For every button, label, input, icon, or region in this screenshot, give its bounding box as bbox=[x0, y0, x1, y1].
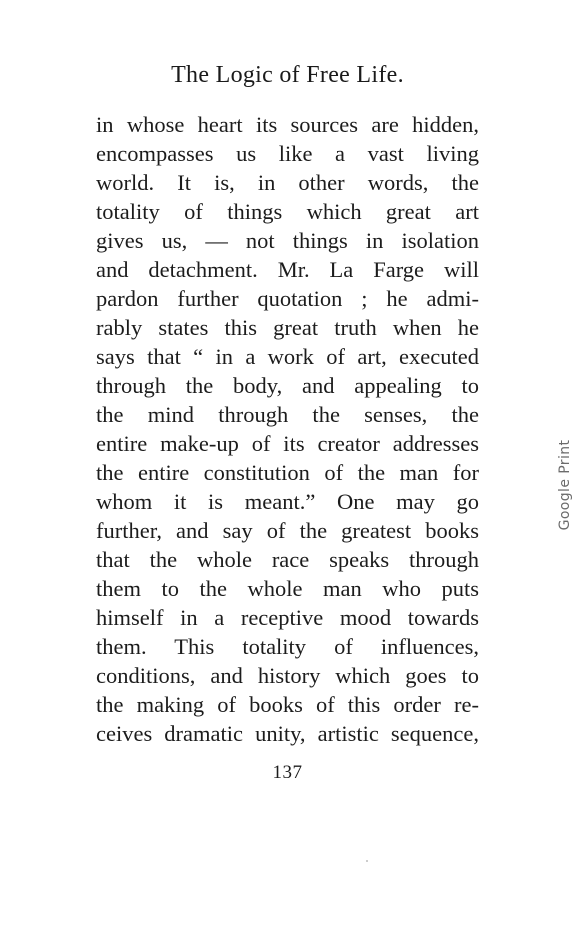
text-line: pardon further quotation ; he admi- bbox=[96, 286, 479, 311]
text-line: further, and say of the greatest books bbox=[96, 518, 479, 543]
text-line: them. This totality of influences, bbox=[96, 634, 479, 659]
text-line: ceives dramatic unity, artistic sequence, bbox=[96, 721, 479, 746]
paper-speck bbox=[366, 860, 368, 862]
text-line: whom it is meant.” One may go bbox=[96, 489, 479, 514]
text-line: totality of things which great art bbox=[96, 199, 479, 224]
text-line: says that “ in a work of art, executed bbox=[96, 344, 479, 369]
text-line: entire make-up of its creator addresses bbox=[96, 431, 479, 456]
text-line: the mind through the senses, the bbox=[96, 402, 479, 427]
text-line: gives us, — not things in isolation bbox=[96, 228, 479, 253]
text-line: the making of books of this order re- bbox=[96, 692, 479, 717]
text-line: world. It is, in other words, the bbox=[96, 170, 479, 195]
text-line: the entire constitution of the man for bbox=[96, 460, 479, 485]
text-line: himself in a receptive mood towards bbox=[96, 605, 479, 630]
watermark-text: Google Print bbox=[557, 439, 573, 531]
google-print-watermark bbox=[553, 425, 575, 545]
body-text bbox=[96, 110, 479, 748]
text-line: in whose heart its sources are hidden, bbox=[96, 112, 479, 137]
text-line: conditions, and history which goes to bbox=[96, 663, 479, 688]
page-number: 137 bbox=[272, 762, 303, 783]
text-line: through the body, and appealing to bbox=[96, 373, 479, 398]
text-line: and detachment. Mr. La Farge will bbox=[96, 257, 479, 282]
text-line: encompasses us like a vast living bbox=[96, 141, 479, 166]
text-line: that the whole race speaks through bbox=[96, 547, 479, 572]
running-head: The Logic of Free Life. bbox=[171, 62, 404, 88]
text-line: them to the whole man who puts bbox=[96, 576, 479, 601]
text-line: rably states this great truth when he bbox=[96, 315, 479, 340]
